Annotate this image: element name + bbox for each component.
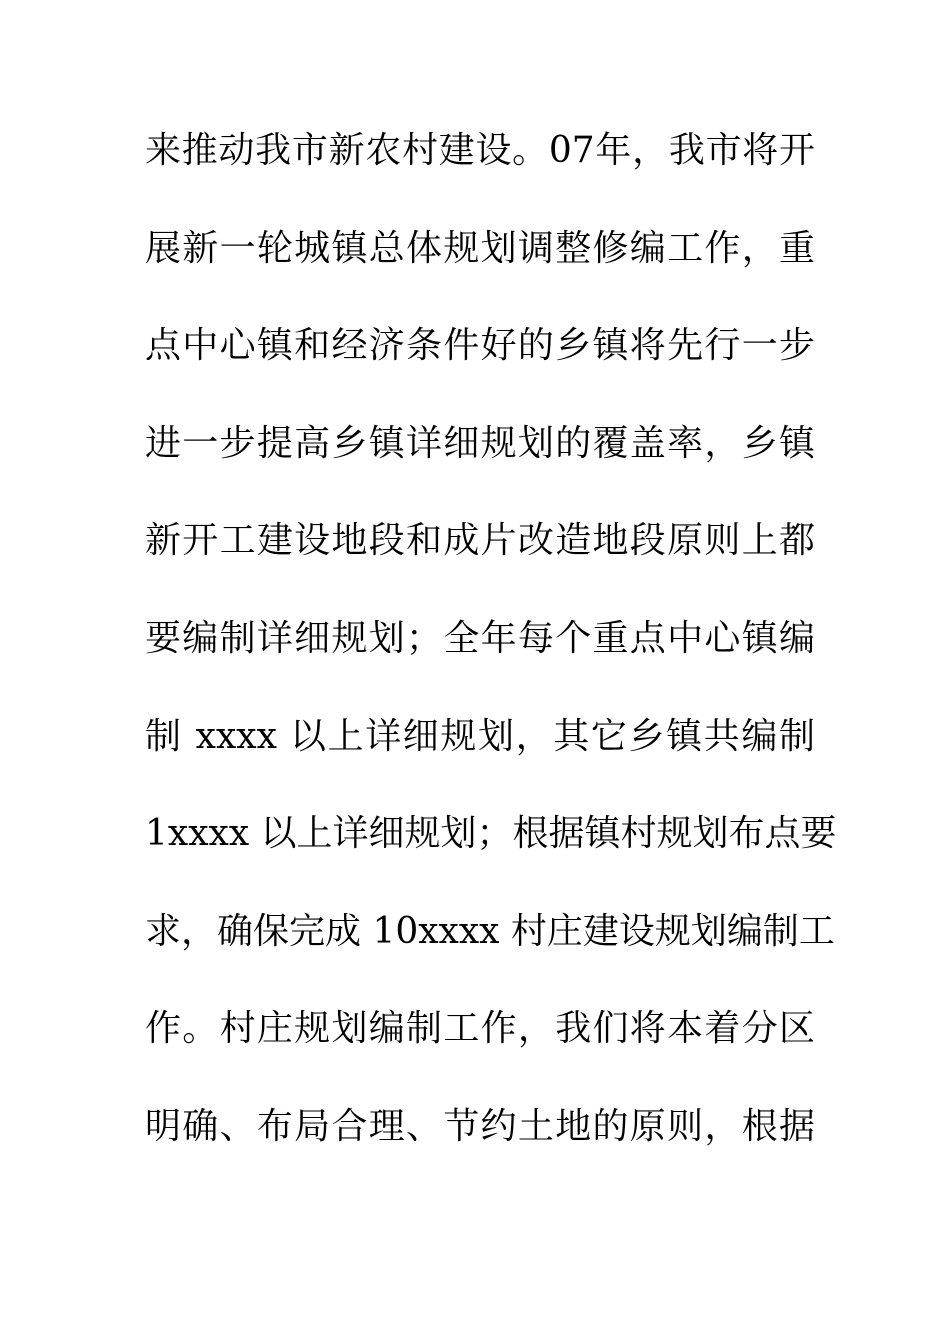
text-line: 作。村庄规划编制工作，我们将本着分区 [145,1008,815,1050]
text-line: 要编制详细规划；全年每个重点中心镇编 [145,617,815,659]
text-line: 点中心镇和经济条件好的乡镇将先行一步 [145,325,815,367]
text-line: 制 xxxx 以上详细规划，其它乡镇共编制 [145,715,815,757]
text-line: 进一步提高乡镇详细规划的覆盖率，乡镇 [145,422,815,464]
text-line: 展新一轮城镇总体规划调整修编工作，重 [145,227,815,269]
text-line: 求，确保完成 10xxxx 村庄建设规划编制工 [145,910,835,952]
text-line: 新开工建设地段和成片改造地段原则上都 [145,520,815,562]
text-line: 1xxxx 以上详细规划；根据镇村规划布点要 [145,813,837,855]
text-line: 来推动我市新农村建设。07年，我市将开 [145,130,815,171]
body-paragraph [145,127,837,1201]
text-line: 明确、布局合理、节约土地的原则，根据 [145,1105,815,1147]
